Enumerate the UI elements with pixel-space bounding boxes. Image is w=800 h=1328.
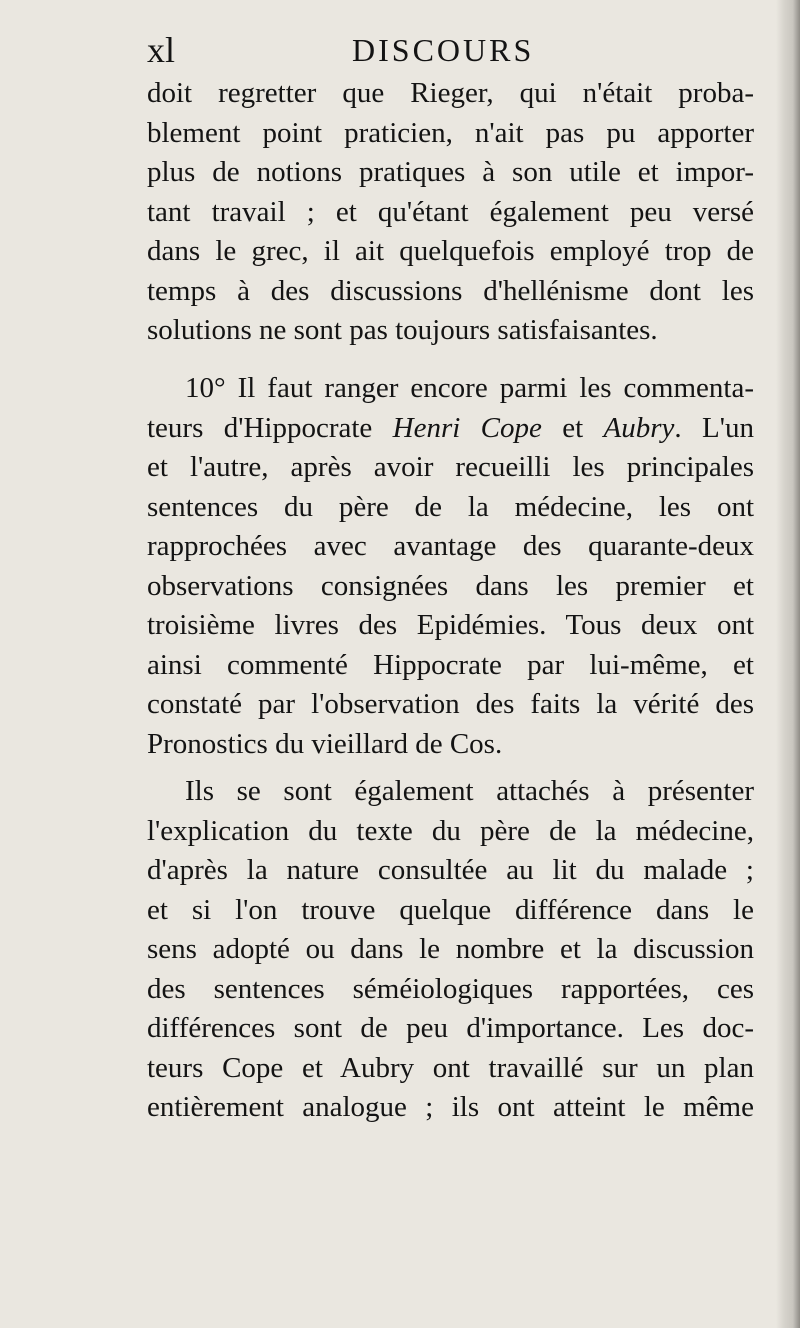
author-name-cope: Henri Cope bbox=[392, 411, 542, 444]
text-line: ainsi commenté Hippocrate par lui-même, et bbox=[147, 648, 754, 681]
text-line: doit regretter que Rieger, qui n'était proba- bbox=[147, 77, 754, 109]
text-line-with-names bbox=[147, 409, 754, 449]
text-line: dans le grec, il ait quelquefois employé trop de bbox=[147, 235, 754, 267]
paragraph-2 bbox=[147, 369, 754, 764]
text-line: d'après la nature consultée au lit du malade ; bbox=[147, 854, 754, 886]
text-line: observations consignées dans les premier et bbox=[147, 569, 754, 602]
text-line: temps à des discussions d'hellénisme dont les bbox=[147, 274, 754, 307]
author-name-aubry: Aubry bbox=[603, 411, 675, 444]
text-line: solutions ne sont pas toujours satisfaisantes. bbox=[147, 314, 658, 346]
text-line: Pronostics du vieillard de Cos. bbox=[147, 727, 503, 760]
running-head bbox=[147, 28, 759, 74]
text-line: l'explication du texte du père de la médecine, bbox=[147, 814, 754, 847]
text-line: sens adopté ou dans le nombre et la discussion bbox=[147, 933, 754, 965]
page-gutter-shadow bbox=[776, 0, 800, 1328]
text-line: teurs Cope et Aubry ont travaillé sur un plan bbox=[147, 1051, 754, 1084]
text-line: 10° Il faut ranger encore parmi les commenta- bbox=[185, 372, 754, 404]
paragraph-3 bbox=[147, 772, 754, 1128]
text-line: entièrement analogue ; ils ont atteint le même bbox=[147, 1091, 754, 1123]
text-line: Ils se sont également attachés à présenter bbox=[185, 775, 754, 807]
text-line: des sentences séméiologiques rapportées, ces bbox=[147, 972, 754, 1005]
paragraph-1 bbox=[147, 74, 754, 351]
text-line: troisième livres des Epidémies. Tous deux ont bbox=[147, 609, 754, 641]
text-line: différences sont de peu d'importance. Les doc- bbox=[147, 1012, 754, 1044]
text-line: et si l'on trouve quelque différence dans le bbox=[147, 893, 754, 926]
running-title: DISCOURS bbox=[352, 32, 535, 68]
text-segment: teurs d'Hippocrate bbox=[147, 411, 393, 444]
text-segment: . L'un bbox=[674, 411, 754, 444]
text-line: tant travail ; et qu'étant également peu versé bbox=[147, 195, 754, 228]
page-number: xl bbox=[147, 30, 176, 70]
text-line: sentences du père de la médecine, les ont bbox=[147, 490, 754, 523]
text-line: plus de notions pratiques à son utile et impor- bbox=[147, 156, 754, 188]
text-line: blement point praticien, n'ait pas pu apporter bbox=[147, 116, 754, 149]
text-line: rapprochées avec avantage des quarante-deux bbox=[147, 530, 754, 562]
text-line: constaté par l'observation des faits la vérité des bbox=[147, 688, 754, 720]
text-line: et l'autre, après avoir recueilli les principales bbox=[147, 451, 754, 483]
text-segment: et bbox=[541, 411, 604, 444]
